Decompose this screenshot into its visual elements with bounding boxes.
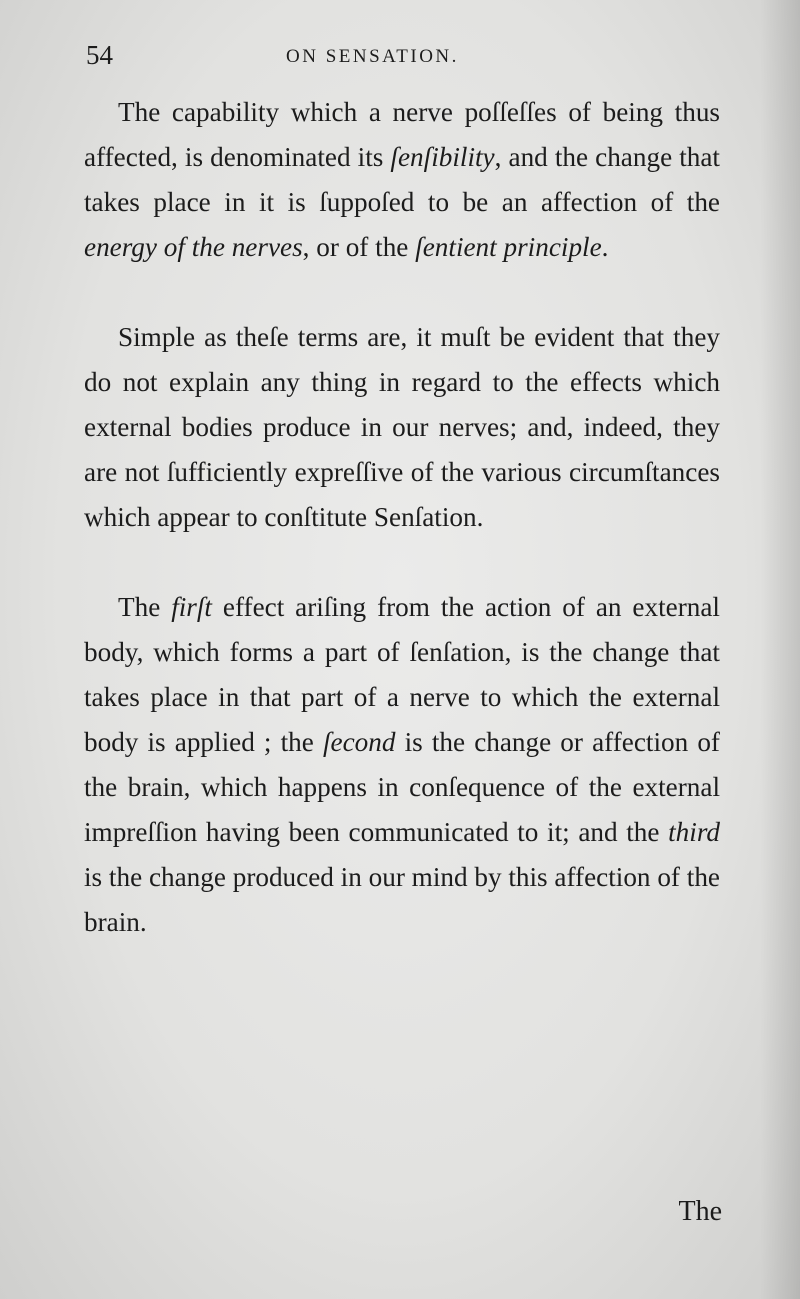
text-run: , and the change that takes place in it is ſuppoſed to be an affection of the [84,142,720,217]
text-run: is the change or affection of the brain, which happens in conſequence of the external impreſſion having been communicated to it; and the [84,727,720,847]
text-run: . [601,232,609,262]
text-run: The capability which a nerve poſſeſſes of being thus affected, is denominated its [84,97,720,172]
page-number: 54 [86,40,113,70]
paragraph-2 [84,315,720,540]
body-text [84,90,720,945]
italic-term: ſentient principle [415,232,602,262]
italic-term: ſenſibility [390,142,495,172]
italic-term: third [668,817,720,847]
italic-term: ſecond [322,727,396,757]
text-run: Simple as theſe terms are, it muſt be evident that they do not explain any thing in regard to the effects which external bodies produce in our nerves; and, indeed, they are not ſufficiently expreſſive of the various circumſtances which appear to conſtitute Senſation. [84,322,720,532]
italic-term: energy of the nerves [84,232,303,262]
page-header [86,38,720,78]
text-run: The [118,592,172,622]
paragraph-3 [84,585,720,945]
page-edge-shadow [760,0,800,1299]
paragraph-1 [84,90,720,270]
text-run: is the change produced in our mind by this affection of the brain. [84,862,720,937]
italic-term: firſt [171,592,212,622]
text-run: effect ariſing from the action of an external body, which forms a part of ſenſation, is the change that takes place in that part of a nerve to which the external body is applied ; the [84,592,720,757]
running-head: ON SENSATION. [286,46,459,67]
catchword: The [678,1196,722,1227]
text-run: , or of the [302,232,416,262]
